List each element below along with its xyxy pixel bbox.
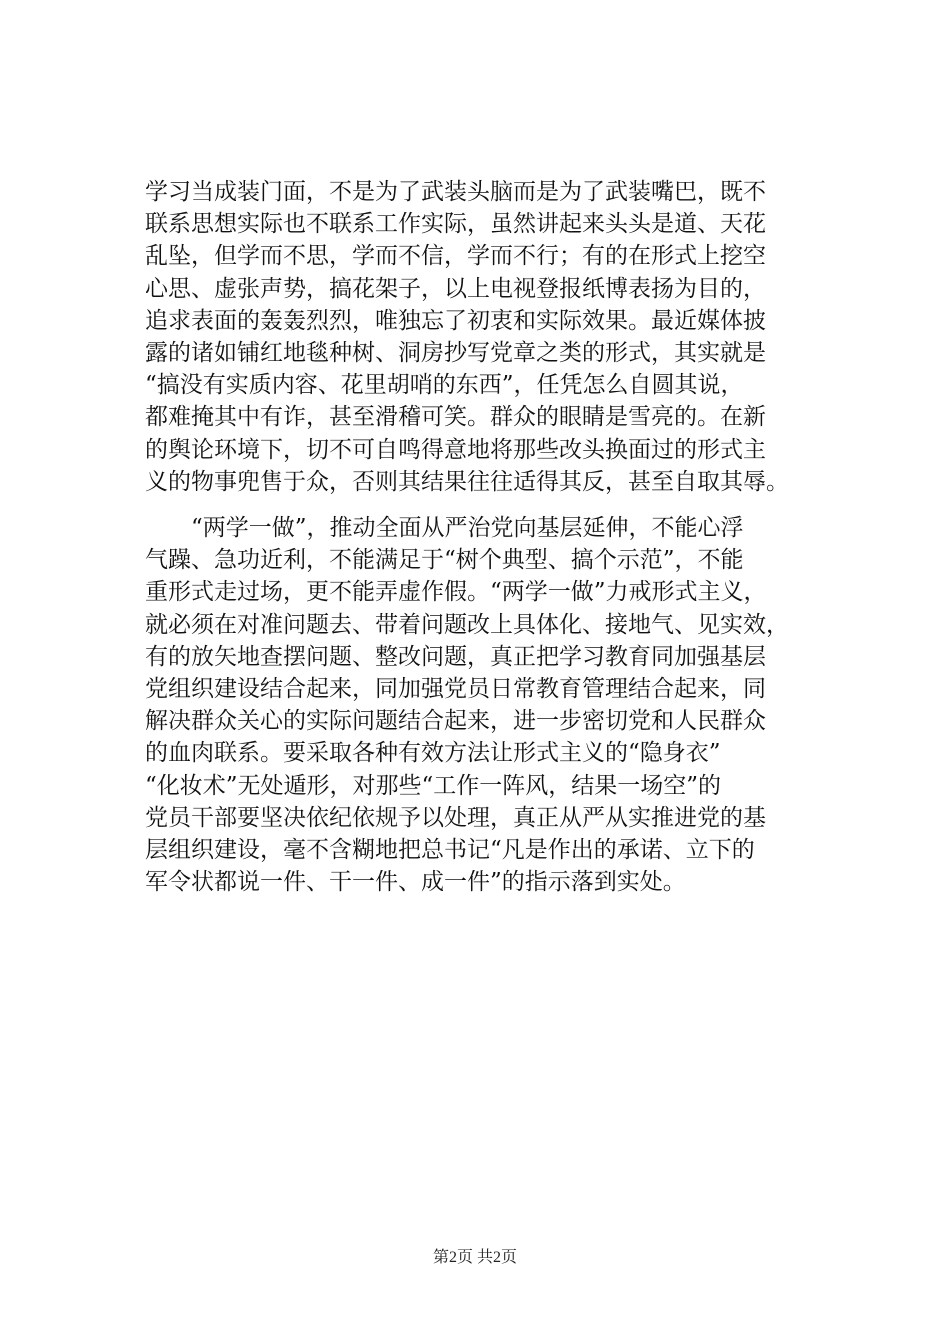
text-line: 追求表面的轰轰烈烈，唯独忘了初衷和实际效果。最近媒体披 (145, 307, 766, 334)
text-line: 的血肉联系。要采取各种有效方法让形式主义的“隐身衣” (145, 740, 721, 767)
text-line: 的舆论环境下，切不可自鸣得意地将那些改头换面过的形式主 (145, 436, 766, 463)
text-line: 重形式走过场，更不能弄虚作假。“两学一做”力戒形式主义， (145, 579, 767, 606)
text-line: 层组织建设，毫不含糊地把总书记“凡是作出的承诺、立下的 (145, 836, 755, 863)
text-line: 解决群众关心的实际问题结合起来，进一步密切党和人民群众 (145, 708, 766, 735)
text-line: 义的物事兜售于众，否则其结果往往适得其反，甚至自取其辱。 (145, 468, 789, 495)
text-line: 乱坠，但学而不思，学而不信，学而不行；有的在形式上挖空 (145, 243, 766, 270)
page-number: 第2页 (432, 1249, 473, 1266)
text-line: “搞没有实质内容、花里胡哨的东西”，任凭怎么自圆其说， (145, 372, 744, 399)
text-line: 学习当成装门面，不是为了武装头脑而是为了武装嘴巴，既不 (145, 179, 766, 205)
text-line: 有的放矢地查摆问题、整改问题，真正把学习教育同加强基层 (145, 643, 766, 670)
page-footer (0, 1248, 950, 1268)
page-total: 共2页 (477, 1249, 518, 1266)
text-line: 党员干部要坚决依纪依规予以处理，真正从严从实推进党的基 (145, 804, 766, 831)
text-line: 心思、虚张声势，搞花架子，以上电视登报纸博表扬为目的， (145, 275, 766, 302)
text-line: 党组织建设结合起来，同加强党员日常教育管理结合起来，同 (145, 675, 766, 702)
text-line: 都难掩其中有诈，甚至滑稽可笑。群众的眼睛是雪亮的。在新 (145, 404, 766, 431)
text-line: 气躁、急功近利，不能满足于“树个典型、搞个示范”，不能 (145, 547, 744, 574)
paragraph-2 (145, 512, 825, 898)
text-line: 露的诸如铺红地毯种树、洞房抄写党章之类的形式，其实就是 (145, 339, 766, 366)
text-line: 就必须在对准问题去、带着问题改上具体化、接地气、见实效， (145, 611, 789, 638)
paragraph-1 (145, 176, 825, 498)
text-line: “两学一做”，推动全面从严治党向基层延伸，不能心浮 (145, 515, 744, 541)
text-line: 联系思想实际也不联系工作实际，虽然讲起来头头是道、天花 (145, 211, 766, 238)
text-line: 军令状都说一件、干一件、成一件”的指示落到实处。 (145, 869, 686, 896)
text-line: “化妆术”无处遁形，对那些“工作一阵风，结果一场空”的 (145, 772, 722, 799)
